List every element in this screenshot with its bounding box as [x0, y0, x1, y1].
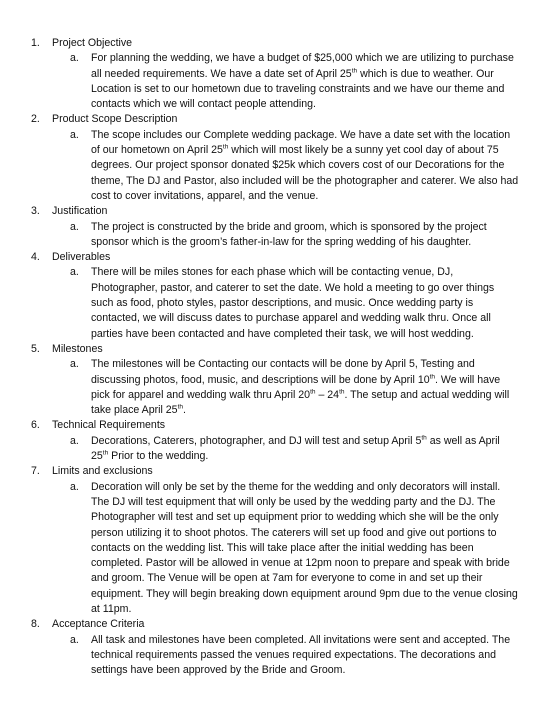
ordinal-suffix: th	[102, 449, 109, 457]
section-number: 6.	[31, 419, 40, 432]
sub-item-letter: a.	[70, 633, 79, 646]
sub-item	[0, 480, 551, 618]
section-heading	[0, 204, 551, 219]
sub-item-text	[91, 51, 519, 112]
ordinal-suffix: th	[429, 373, 436, 380]
section-title: Project Objective	[52, 37, 133, 49]
text-run: which will most likely be a sunny yet cool day of about 75 degrees. Our project sponsor donated $25k which covers cost of our Decorations for the theme, The DJ and Pastor, also included will be the photographer and caterer. We also had cost to cover invitations, apparel, and the venue.	[91, 144, 519, 202]
sub-item	[0, 434, 551, 465]
ordinal-suffix: th	[310, 388, 316, 396]
text-run: . The setup and actual wedding will take place April 25	[91, 388, 510, 417]
outline-section	[0, 342, 551, 418]
sub-item-text	[91, 220, 519, 251]
sub-item-letter: a.	[70, 358, 79, 371]
text-run: which is due to weather. Our Location is set to our hometown due to traveling constraints and we have our theme and contacts which we will contact people attending.	[91, 67, 505, 111]
text-run: – 24	[315, 388, 340, 401]
text-run: For planning the wedding, we have a budget of $25,000 which we are utilizing to purchase all needed requirements. We have a date set of April 25	[91, 52, 514, 80]
text-run: as well as April 25	[91, 434, 500, 463]
text-run: . We will have pick for apparel and wedding walk thru April 20	[91, 373, 501, 401]
section-heading	[0, 617, 551, 632]
ordinal-suffix: th	[421, 434, 427, 442]
sub-item-letter: a.	[70, 220, 79, 233]
section-title: Justification	[52, 205, 108, 218]
section-title: Product Scope Description	[52, 113, 178, 126]
ordinal-suffix: th	[222, 143, 229, 151]
section-number: 5.	[31, 342, 40, 355]
section-title: Milestones	[52, 342, 103, 355]
section-heading	[0, 418, 551, 433]
section-title: Limits and exclusions	[52, 465, 153, 478]
text-run: .	[183, 404, 186, 417]
section-heading	[0, 342, 551, 357]
text-run: There will be miles stones for each phase which will be contacting venue, DJ, Photographer, pastor, and caterer to set the date. We hold a meeting to go over things such as food, photo styles, pastor descriptions, and music. Once wedding party is contacted, we will discuss dates to purchase apparel and wedding walk thru. Once all parties have been contacted and have completed their task, we will host wedding.	[91, 266, 495, 340]
section-title: Deliverables	[52, 251, 111, 264]
outline-section	[0, 617, 551, 678]
text-run: All task and milestones have been completed. All invitations were sent and accepted. The technical requirements passed the venues required expectations. The decorations and settings have been approved by the Bride and Groom.	[91, 633, 511, 677]
outline-section	[0, 250, 551, 342]
text-run: Decorations, Caterers, photographer, and DJ will test and setup April 5	[91, 434, 422, 447]
outline-section	[0, 204, 551, 250]
sub-item-letter: a.	[70, 434, 79, 447]
text-run: Decoration will only be set by the theme for the wedding and only decorators will install. The DJ will test equipment that will only be used by the wedding party and the DJ. The Photographer will test and set up equipment prior to wedding which she will be the only person utilizing it to shoot photos. The caterers will set up food and give out portions to contacts on the wedding list. This will take place after the initial wedding has been completed. Pastor will be allowed in venue at 12pm noon to prepare and speak with bride and groom. The Venue will be open at 7am for everyone to come in and set up their equipment. They will begin breaking down equipment around 9pm due to the venue closing at 11pm.	[91, 480, 518, 615]
text-run: The scope includes our Complete wedding package. We have a date set with the location of our hometown on April 25	[91, 128, 511, 157]
sub-item-text	[91, 128, 519, 204]
sub-item-letter: a.	[70, 480, 79, 493]
sub-item	[0, 128, 551, 204]
sub-item	[0, 265, 551, 341]
sub-item	[0, 220, 551, 251]
section-number: 2.	[31, 113, 40, 126]
ordinal-suffix: th	[177, 403, 183, 411]
sub-item-text	[91, 265, 519, 341]
sub-item-text	[91, 480, 519, 618]
outline-section	[0, 36, 551, 112]
text-run: The milestones will be Contacting our contacts will be done by April 5, Testing and discussing photos, food, music, and descriptions will be done by April 10	[91, 358, 475, 386]
outline-section	[0, 464, 551, 617]
section-title: Technical Requirements	[52, 419, 166, 432]
sub-item-text	[91, 434, 519, 465]
numbered-outline	[0, 36, 551, 678]
text-run: The project is constructed by the bride and groom, which is sponsored by the project sponsor which is the groom’s father-in-law for the spring wedding of his daughter.	[91, 220, 487, 248]
sub-item	[0, 51, 551, 112]
sub-item-letter: a.	[70, 52, 79, 65]
sub-item-letter: a.	[70, 266, 79, 279]
sub-item-text	[91, 633, 519, 679]
section-number: 1.	[31, 37, 40, 49]
section-number: 4.	[31, 251, 40, 264]
text-run: Prior to the wedding.	[108, 450, 209, 463]
sub-item-text	[91, 357, 519, 418]
ordinal-suffix: th	[351, 67, 358, 75]
section-number: 7.	[31, 465, 40, 478]
section-heading	[0, 250, 551, 265]
section-number: 8.	[31, 618, 40, 631]
section-heading	[0, 112, 551, 127]
section-number: 3.	[31, 205, 40, 218]
outline-section	[0, 112, 551, 204]
sub-item-letter: a.	[70, 128, 79, 141]
section-title: Acceptance Criteria	[52, 618, 145, 631]
sub-item	[0, 357, 551, 418]
sub-item	[0, 633, 551, 679]
outline-section	[0, 418, 551, 464]
ordinal-suffix: th	[339, 388, 345, 396]
section-heading	[0, 464, 551, 479]
section-heading	[0, 36, 551, 51]
